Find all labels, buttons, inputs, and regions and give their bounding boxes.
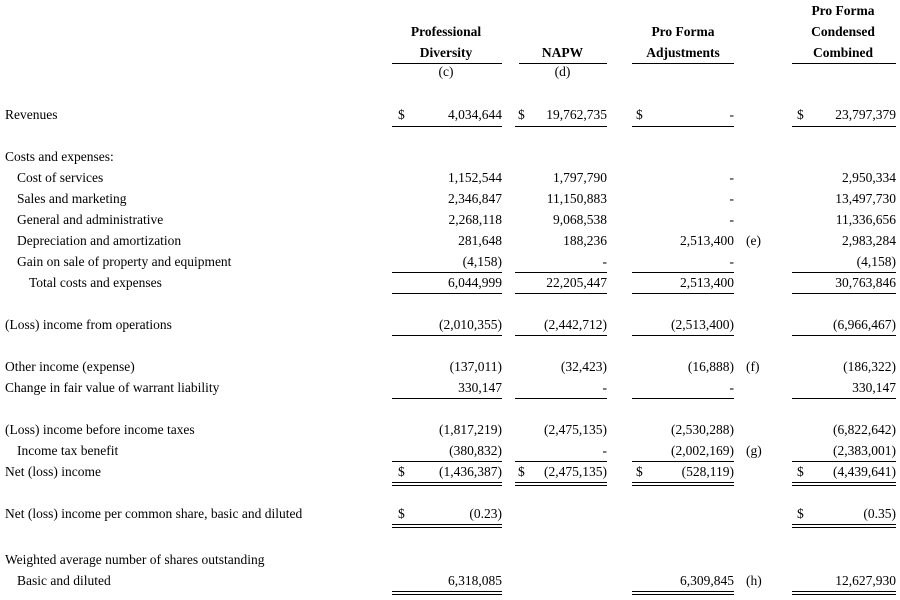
rule-loss-operations xyxy=(515,335,607,336)
cell-sales-marketing-adj: - xyxy=(729,191,734,206)
cell-depreciation-pd: 281,648 xyxy=(458,233,502,248)
double-rule-basic-diluted xyxy=(392,591,502,595)
cell-net-loss-adj: (528,119) xyxy=(681,464,734,479)
row-label-general-admin: General and administrative xyxy=(17,212,164,227)
cell-cost-of-services-adj: - xyxy=(729,170,734,185)
row-label-loss-before-tax: (Loss) income before income taxes xyxy=(5,422,195,437)
cell-basic-diluted-adj: 6,309,845 xyxy=(680,573,734,588)
cell-other-income-pd: (137,011) xyxy=(449,359,502,374)
header-pd-line2: Diversity xyxy=(419,45,473,60)
row-label-revenues: Revenues xyxy=(5,107,58,122)
cell-loss-before-tax-adj: (2,530,288) xyxy=(671,422,734,437)
double-rule-net-loss xyxy=(792,482,896,486)
note-ref-tax-benefit: (g) xyxy=(746,443,762,458)
header-pd-note: (c) xyxy=(438,64,454,79)
cell-depreciation-comb: 2,983,284 xyxy=(842,233,896,248)
rule-revenues xyxy=(392,126,502,127)
cell-tax-benefit-comb: (2,383,001) xyxy=(833,443,896,458)
cell-general-admin-napw: 9,068,538 xyxy=(553,212,607,227)
cell-total-costs-comb: 30,763,846 xyxy=(835,275,896,290)
cell-loss-operations-comb: (6,966,467) xyxy=(833,317,896,332)
cell-cost-of-services-comb: 2,950,334 xyxy=(842,170,896,185)
rule-total-costs xyxy=(392,293,502,294)
rule-revenues xyxy=(792,126,896,127)
rule-gain-sale xyxy=(792,272,896,273)
cell-depreciation-adj: 2,513,400 xyxy=(680,233,734,248)
header-rule-napw xyxy=(519,63,607,64)
cell-basic-diluted-comb: 12,627,930 xyxy=(835,573,896,588)
row-label-tax-benefit: Income tax benefit xyxy=(17,443,119,458)
cell-cost-of-services-pd: 1,152,544 xyxy=(448,170,502,185)
header-comb-line2: Condensed xyxy=(811,24,875,39)
double-rule-net-loss xyxy=(392,482,502,486)
cell-general-admin-adj: - xyxy=(729,212,734,227)
rule-loss-operations xyxy=(632,335,734,336)
double-rule-basic-diluted xyxy=(792,591,896,595)
cell-total-costs-pd: 6,044,999 xyxy=(448,275,502,290)
note-ref-other-income: (f) xyxy=(746,359,760,374)
cell-loss-before-tax-comb: (6,822,642) xyxy=(833,422,896,437)
cell-other-income-adj: (16,888) xyxy=(687,359,734,374)
currency-revenues-adj: $ xyxy=(636,107,643,122)
cell-tax-benefit-pd: (380,832) xyxy=(449,443,502,458)
header-napw-note: (d) xyxy=(554,64,571,79)
cell-warrant-change-napw: - xyxy=(602,380,607,395)
rule-total-costs xyxy=(632,293,734,294)
rule-warrant xyxy=(632,398,734,399)
cell-total-costs-napw: 22,205,447 xyxy=(546,275,607,290)
rule-tax-benefit xyxy=(515,461,607,462)
cell-net-loss-comb: (4,439,641) xyxy=(833,464,896,479)
cell-eps-comb: (0.35) xyxy=(863,506,896,521)
currency-eps-comb: $ xyxy=(797,506,804,521)
rule-gain-sale xyxy=(632,272,734,273)
cell-net-loss-napw: (2,475,135) xyxy=(544,464,607,479)
cell-gain-sale-pd: (4,158) xyxy=(462,254,502,269)
double-rule-net-loss xyxy=(632,482,734,486)
rule-total-costs xyxy=(792,293,896,294)
cell-general-admin-pd: 2,268,118 xyxy=(448,212,502,227)
row-label-eps: Net (loss) income per common share, basic and diluted xyxy=(5,506,303,521)
currency-revenues-pd: $ xyxy=(398,107,405,122)
double-rule-net-loss xyxy=(515,482,607,486)
rule-warrant xyxy=(515,398,607,399)
row-label-net-loss: Net (loss) income xyxy=(5,464,101,479)
header-adjustments xyxy=(627,21,739,63)
cell-tax-benefit-adj: (2,002,169) xyxy=(671,443,734,458)
row-label-total-costs: Total costs and expenses xyxy=(29,275,162,290)
header-adj-line2: Adjustments xyxy=(646,45,720,60)
rule-loss-operations xyxy=(392,335,502,336)
note-ref-basic-diluted: (h) xyxy=(746,573,762,588)
cell-gain-sale-adj: - xyxy=(729,254,734,269)
header-comb-line3: Combined xyxy=(812,45,873,60)
cell-warrant-change-adj: - xyxy=(729,380,734,395)
cell-general-admin-comb: 11,336,656 xyxy=(835,212,896,227)
currency-net-loss-comb: $ xyxy=(797,464,804,479)
cell-loss-operations-napw: (2,442,712) xyxy=(544,317,607,332)
header-rule-adj xyxy=(632,63,734,64)
note-ref-depreciation: (e) xyxy=(746,233,761,248)
row-label-cost-of-services: Cost of services xyxy=(17,170,104,185)
cell-revenues-pd: 4,034,644 xyxy=(448,107,502,122)
cell-loss-operations-adj: (2,513,400) xyxy=(671,317,734,332)
double-rule-eps xyxy=(792,524,896,528)
row-label-gain-sale: Gain on sale of property and equipment xyxy=(17,254,232,269)
header-napw xyxy=(510,42,615,63)
rule-tax-benefit xyxy=(632,461,734,462)
cell-sales-marketing-comb: 13,497,730 xyxy=(835,191,896,206)
cell-gain-sale-napw: - xyxy=(602,254,607,269)
row-label-other-income: Other income (expense) xyxy=(5,359,135,374)
rule-loss-operations xyxy=(792,335,896,336)
cell-other-income-napw: (32,423) xyxy=(560,359,607,374)
currency-revenues-comb: $ xyxy=(797,107,804,122)
rule-warrant xyxy=(792,398,896,399)
cell-loss-operations-pd: (2,010,355) xyxy=(439,317,502,332)
cell-loss-before-tax-pd: (1,817,219) xyxy=(439,422,502,437)
row-label-loss-operations: (Loss) income from operations xyxy=(5,317,172,332)
cell-eps-pd: (0.23) xyxy=(469,506,502,521)
cell-other-income-comb: (186,322) xyxy=(843,359,896,374)
rule-revenues xyxy=(632,126,734,127)
header-professional-diversity xyxy=(386,21,506,63)
cell-sales-marketing-pd: 2,346,847 xyxy=(448,191,502,206)
cell-sales-marketing-napw: 11,150,883 xyxy=(546,191,607,206)
currency-net-loss-pd: $ xyxy=(398,464,405,479)
header-napw-line1: NAPW xyxy=(541,45,584,60)
currency-net-loss-adj: $ xyxy=(636,464,643,479)
rule-revenues xyxy=(515,126,607,127)
cell-revenues-adj: - xyxy=(729,107,734,122)
cell-depreciation-napw: 188,236 xyxy=(563,233,607,248)
row-label-warrant-change: Change in fair value of warrant liability xyxy=(5,380,220,395)
cell-warrant-change-pd: 330,147 xyxy=(458,380,502,395)
header-combined xyxy=(788,0,898,63)
currency-revenues-napw: $ xyxy=(518,107,525,122)
currency-eps-pd: $ xyxy=(398,506,405,521)
currency-net-loss-napw: $ xyxy=(518,464,525,479)
cell-revenues-comb: 23,797,379 xyxy=(835,107,896,122)
rule-gain-sale xyxy=(515,272,607,273)
cell-net-loss-pd: (1,436,387) xyxy=(439,464,502,479)
double-rule-eps xyxy=(392,524,502,528)
rule-total-costs xyxy=(515,293,607,294)
header-rule-comb xyxy=(792,63,896,64)
row-label-depreciation: Depreciation and amortization xyxy=(17,233,182,248)
row-label-sales-marketing: Sales and marketing xyxy=(17,191,127,206)
header-rule-pd xyxy=(392,63,502,64)
cell-revenues-napw: 19,762,735 xyxy=(546,107,607,122)
header-comb-line1: Pro Forma xyxy=(811,3,875,18)
header-pd-line1: Professional xyxy=(410,24,482,39)
rule-tax-benefit xyxy=(792,461,896,462)
rule-warrant xyxy=(392,398,502,399)
cell-total-costs-adj: 2,513,400 xyxy=(680,275,734,290)
rule-tax-benefit xyxy=(392,461,502,462)
rule-gain-sale xyxy=(392,272,502,273)
cell-warrant-change-comb: 330,147 xyxy=(852,380,896,395)
header-adj-line1: Pro Forma xyxy=(651,24,715,39)
double-rule-basic-diluted xyxy=(632,591,734,595)
row-label-costs-header: Costs and expenses: xyxy=(5,149,114,164)
row-label-weighted-header: Weighted average number of shares outstanding xyxy=(5,552,265,567)
cell-cost-of-services-napw: 1,797,790 xyxy=(553,170,607,185)
row-label-basic-diluted: Basic and diluted xyxy=(17,573,111,588)
cell-tax-benefit-napw: - xyxy=(602,443,607,458)
cell-basic-diluted-pd: 6,318,085 xyxy=(448,573,502,588)
cell-loss-before-tax-napw: (2,475,135) xyxy=(544,422,607,437)
cell-gain-sale-comb: (4,158) xyxy=(856,254,896,269)
